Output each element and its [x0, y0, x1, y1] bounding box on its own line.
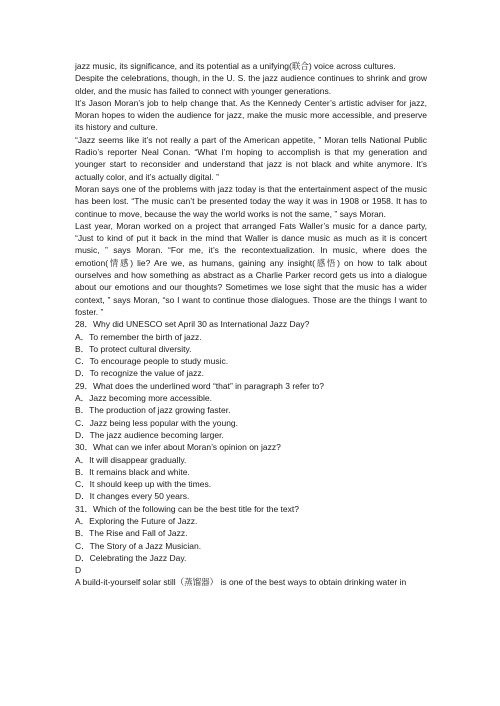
answer-option: D．Celebrating the Jazz Day. — [75, 552, 187, 563]
question-29 — [75, 380, 427, 441]
question-stem: 30．What can we infer about Moran’s opinion on jazz? — [75, 442, 281, 453]
answer-option: C．Jazz being less popular with the young. — [75, 417, 239, 428]
question-31 — [75, 503, 427, 564]
answer-option: B．To protect cultural diversity. — [75, 343, 192, 354]
answer-option: B．The Rise and Fall of Jazz. — [75, 528, 188, 539]
question-28 — [75, 318, 427, 379]
passage-paragraph: “Jazz seems like it’s not really a part of the American appetite, ” Moran tells National Public Radio’s reporter Neal Conan. “What I’m hoping to accomplish is that my generation and younger start to reconsider and understand that jazz is not black and white anymore. It’s actually color, and it’s actually digital. ” — [75, 134, 427, 182]
answer-option: A．Exploring the Future of Jazz. — [75, 515, 198, 526]
next-passage-line: A build-it-yourself solar still（蒸馏器） is one of the best ways to obtain drinking water in — [75, 577, 407, 588]
question-30 — [75, 441, 427, 502]
document-page — [75, 60, 427, 589]
answer-option: A．To remember the birth of jazz. — [75, 331, 202, 342]
question-stem: 29．What does the underlined word “that” in paragraph 3 refer to? — [75, 380, 325, 391]
answer-option: D．The jazz audience becoming larger. — [75, 429, 224, 440]
passage-paragraph: Last year, Moran worked on a project that arranged Fats Waller’s music for a dance party, “Just to kind of put it back in the mind that Waller is dance music as much as it is concert music, ” says Moran. “For me, it’s the recontextualization. In music, where does the emotion(情感) lie? Are we, as humans, gaining any insight(感悟) on how to talk about ourselves and how something as abstract as a Charlie Parker record gets us into a dialogue about our emotions and our thoughts? Sometimes we lose sight that the music has a wider context, ” says Moran, “so I want to continue those dialogues. Those are the things I want to foster. ” — [75, 220, 427, 317]
question-stem: 28．Why did UNESCO set April 30 as International Jazz Day? — [75, 319, 310, 330]
answer-option: A．It will disappear gradually. — [75, 454, 187, 465]
passage-paragraph: It’s Jason Moran’s job to help change that. As the Kennedy Center’s artistic adviser for jazz, Moran hopes to widen the audience for jazz, make the music more accessible, and preserve its history and culture. — [75, 97, 427, 133]
answer-option: D．It changes every 50 years. — [75, 491, 190, 502]
question-stem: 31．Which of the following can be the best title for the text? — [75, 503, 299, 514]
answer-option: C．The Story of a Jazz Musician. — [75, 540, 202, 551]
answer-option: D．To recognize the value of jazz. — [75, 368, 204, 379]
passage-paragraph: Despite the celebrations, though, in the U. S. the jazz audience continues to shrink and grow older, and the music has failed to connect with younger generations. — [75, 73, 427, 96]
answer-option: C．To encourage people to study music. — [75, 356, 229, 367]
section-letter: D — [75, 565, 82, 576]
answer-option: B．It remains black and white. — [75, 466, 190, 477]
answer-option: C．It should keep up with the times. — [75, 479, 212, 490]
answer-option: A．Jazz becoming more accessible. — [75, 393, 213, 404]
passage-paragraph: Moran says one of the problems with jazz today is that the entertainment aspect of the music has been lost. “The music can’t be presented today the way it was in 1908 or 1958. It has to continue to move, because the way the world works is not the same, ” says Moran. — [75, 183, 427, 219]
passage-line: jazz music, its significance, and its potential as a unifying(联合) voice across cultures. — [75, 61, 396, 71]
answer-option: B．The production of jazz growing faster. — [75, 405, 231, 416]
